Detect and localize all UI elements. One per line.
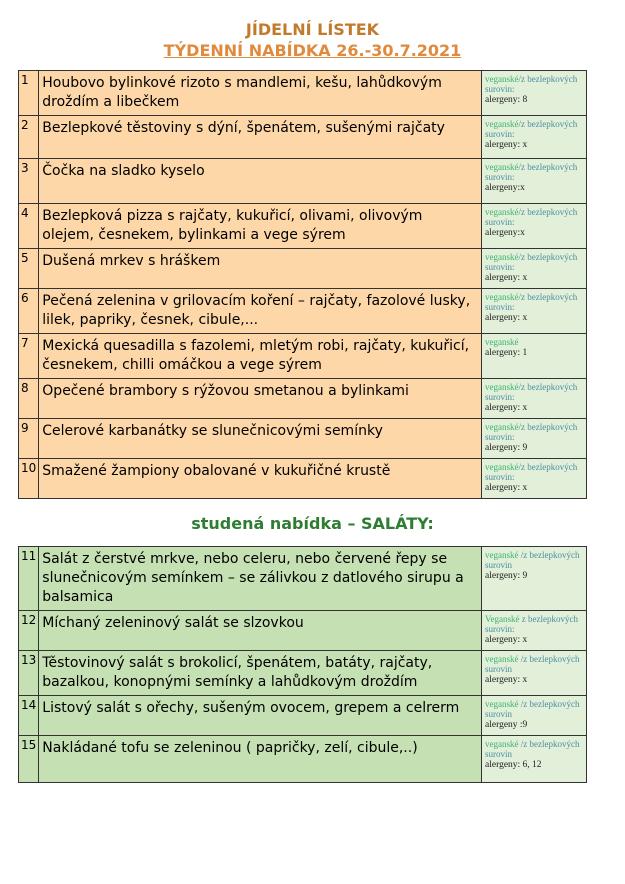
dish-name: Pečená zelenina v grilovacím koření – rajčaty, fazolové lusky, lilek, papriky, česnek, cibule,... [39, 289, 482, 334]
vegan-label: veganské [485, 699, 519, 709]
dish-info [482, 289, 587, 334]
menu-row [19, 204, 587, 249]
allergens: alergeny:x [485, 183, 525, 193]
allergens: alergeny: x [485, 483, 528, 493]
vegan-label: veganské [485, 292, 519, 302]
item-number: 6 [19, 289, 39, 334]
menu-row [19, 249, 587, 289]
allergens: alergeny: 1 [485, 348, 528, 358]
item-number: 4 [19, 204, 39, 249]
gluten-free-label: /z bezlepkových surovin: [485, 119, 578, 139]
menu-row [19, 736, 587, 783]
gluten-free-label: /z bezlepkových surovin [485, 654, 580, 674]
dish-name: Smažené žampiony obalované v kukuřičné krustě [39, 459, 482, 499]
item-number: 11 [19, 547, 39, 611]
menu-row [19, 71, 587, 116]
item-number: 12 [19, 611, 39, 651]
page-title: JÍDELNÍ LÍSTEK [245, 20, 380, 39]
dish-name: Míchaný zeleninový salát se slzovkou [39, 611, 482, 651]
gluten-free-label: /z bezlepkových surovin: [485, 207, 578, 227]
dish-name: Salát z čerstvé mrkve, nebo celeru, nebo červené řepy se slunečnicovým semínkem – se zálivkou z datlového sirupu a balsamica [39, 547, 482, 611]
dish-name: Čočka na sladko kyselo [39, 159, 482, 204]
item-number: 8 [19, 379, 39, 419]
dish-name: Celerové karbanátky se slunečnicovými semínky [39, 419, 482, 459]
dish-name: Mexická quesadilla s fazolemi, mletým robi, rajčaty, kukuřicí, česnekem, chilli omáčkou a vege sýrem [39, 334, 482, 379]
item-number: 15 [19, 736, 39, 783]
menu-row [19, 159, 587, 204]
dish-info [482, 419, 587, 459]
vegan-label: veganské [485, 207, 519, 217]
gluten-free-label: /z bezlepkových surovin: [485, 74, 578, 94]
allergens: alergeny: x [485, 675, 528, 685]
menu-row [19, 116, 587, 159]
allergens: alergeny: x [485, 635, 528, 645]
dish-info [482, 459, 587, 499]
section-title-salads: studená nabídka – SALÁTY: [191, 514, 434, 533]
menu-row [19, 379, 587, 419]
vegan-label: veganské [485, 550, 519, 560]
menu-row [19, 459, 587, 499]
dish-name: Bezlepkové těstoviny s dýní, špenátem, sušenými rajčaty [39, 116, 482, 159]
dish-info [482, 696, 587, 736]
vegan-label: veganské [485, 74, 519, 84]
salad-menu-table [18, 546, 587, 783]
gluten-free-label: /z bezlepkových surovin [485, 550, 580, 570]
dish-name: Bezlepková pizza s rajčaty, kukuřicí, olivami, olivovým olejem, česnekem, bylinkami a vege sýrem [39, 204, 482, 249]
item-number: 5 [19, 249, 39, 289]
vegan-label: veganské [485, 252, 519, 262]
menu-row [19, 419, 587, 459]
gluten-free-label: /z bezlepkových surovin: [485, 382, 578, 402]
dish-info [482, 334, 587, 379]
gluten-free-label: /z bezlepkových surovin: [485, 462, 578, 482]
menu-row [19, 611, 587, 651]
dish-info [482, 159, 587, 204]
dish-name: Nakládané tofu se zeleninou ( papričky, zelí, cibule,..) [39, 736, 482, 783]
vegan-label: veganské [485, 654, 519, 664]
menu-row [19, 289, 587, 334]
vegan-label: veganské [485, 119, 519, 129]
gluten-free-label: /z bezlepkových surovin [485, 699, 580, 719]
menu-row [19, 651, 587, 696]
allergens: alergeny:x [485, 228, 525, 238]
allergens: alergeny: x [485, 313, 528, 323]
allergens: alergeny: 6, 12 [485, 760, 542, 770]
dish-info [482, 249, 587, 289]
dish-info [482, 204, 587, 249]
menu-row [19, 696, 587, 736]
allergens: alergeny: x [485, 273, 528, 283]
item-number: 7 [19, 334, 39, 379]
allergens: alergeny: 8 [485, 95, 528, 105]
dish-info [482, 71, 587, 116]
item-number: 14 [19, 696, 39, 736]
vegan-label: veganské [485, 462, 519, 472]
allergens: alergeny: x [485, 140, 528, 150]
menu-row [19, 547, 587, 611]
allergens: alergeny: 9 [485, 443, 528, 453]
dish-info [482, 379, 587, 419]
hot-menu-table [18, 70, 587, 499]
page-subtitle: TÝDENNÍ NABÍDKA 26.-30.7.2021 [163, 41, 462, 60]
dish-info [482, 116, 587, 159]
allergens: alergeny: 9 [485, 571, 528, 581]
item-number: 3 [19, 159, 39, 204]
dish-info [482, 651, 587, 696]
vegan-label: Veganské [485, 614, 520, 624]
vegan-label: veganské [485, 337, 519, 347]
gluten-free-label: /z bezlepkových surovin: [485, 292, 578, 312]
item-number: 10 [19, 459, 39, 499]
vegan-label: veganské [485, 382, 519, 392]
dish-name: Houbovo bylinkové rizoto s mandlemi, kešu, lahůdkovým droždím a libečkem [39, 71, 482, 116]
vegan-label: veganské [485, 422, 519, 432]
gluten-free-label: /z bezlepkových surovin: [485, 162, 578, 182]
gluten-free-label: /z bezlepkových surovin: [485, 252, 578, 272]
allergens: alergeny: x [485, 403, 528, 413]
item-number: 13 [19, 651, 39, 696]
dish-name: Opečené brambory s rýžovou smetanou a bylinkami [39, 379, 482, 419]
vegan-label: veganské [485, 739, 519, 749]
item-number: 1 [19, 71, 39, 116]
dish-name: Listový salát s ořechy, sušeným ovocem, grepem a celrerm [39, 696, 482, 736]
dish-info [482, 736, 587, 783]
dish-name: Dušená mrkev s hráškem [39, 249, 482, 289]
allergens: alergeny :9 [485, 720, 528, 730]
gluten-free-label: z bezlepkových surovin: [485, 614, 578, 634]
item-number: 9 [19, 419, 39, 459]
gluten-free-label: /z bezlepkových surovin: [485, 422, 578, 442]
menu-row [19, 334, 587, 379]
dish-name: Těstovinový salát s brokolicí, špenátem, batáty, rajčaty, bazalkou, konopnými semínky a lahůdkovým droždím [39, 651, 482, 696]
vegan-label: veganské [485, 162, 519, 172]
item-number: 2 [19, 116, 39, 159]
dish-info [482, 547, 587, 611]
dish-info [482, 611, 587, 651]
gluten-free-label: /z bezlepkových surovin [485, 739, 580, 759]
